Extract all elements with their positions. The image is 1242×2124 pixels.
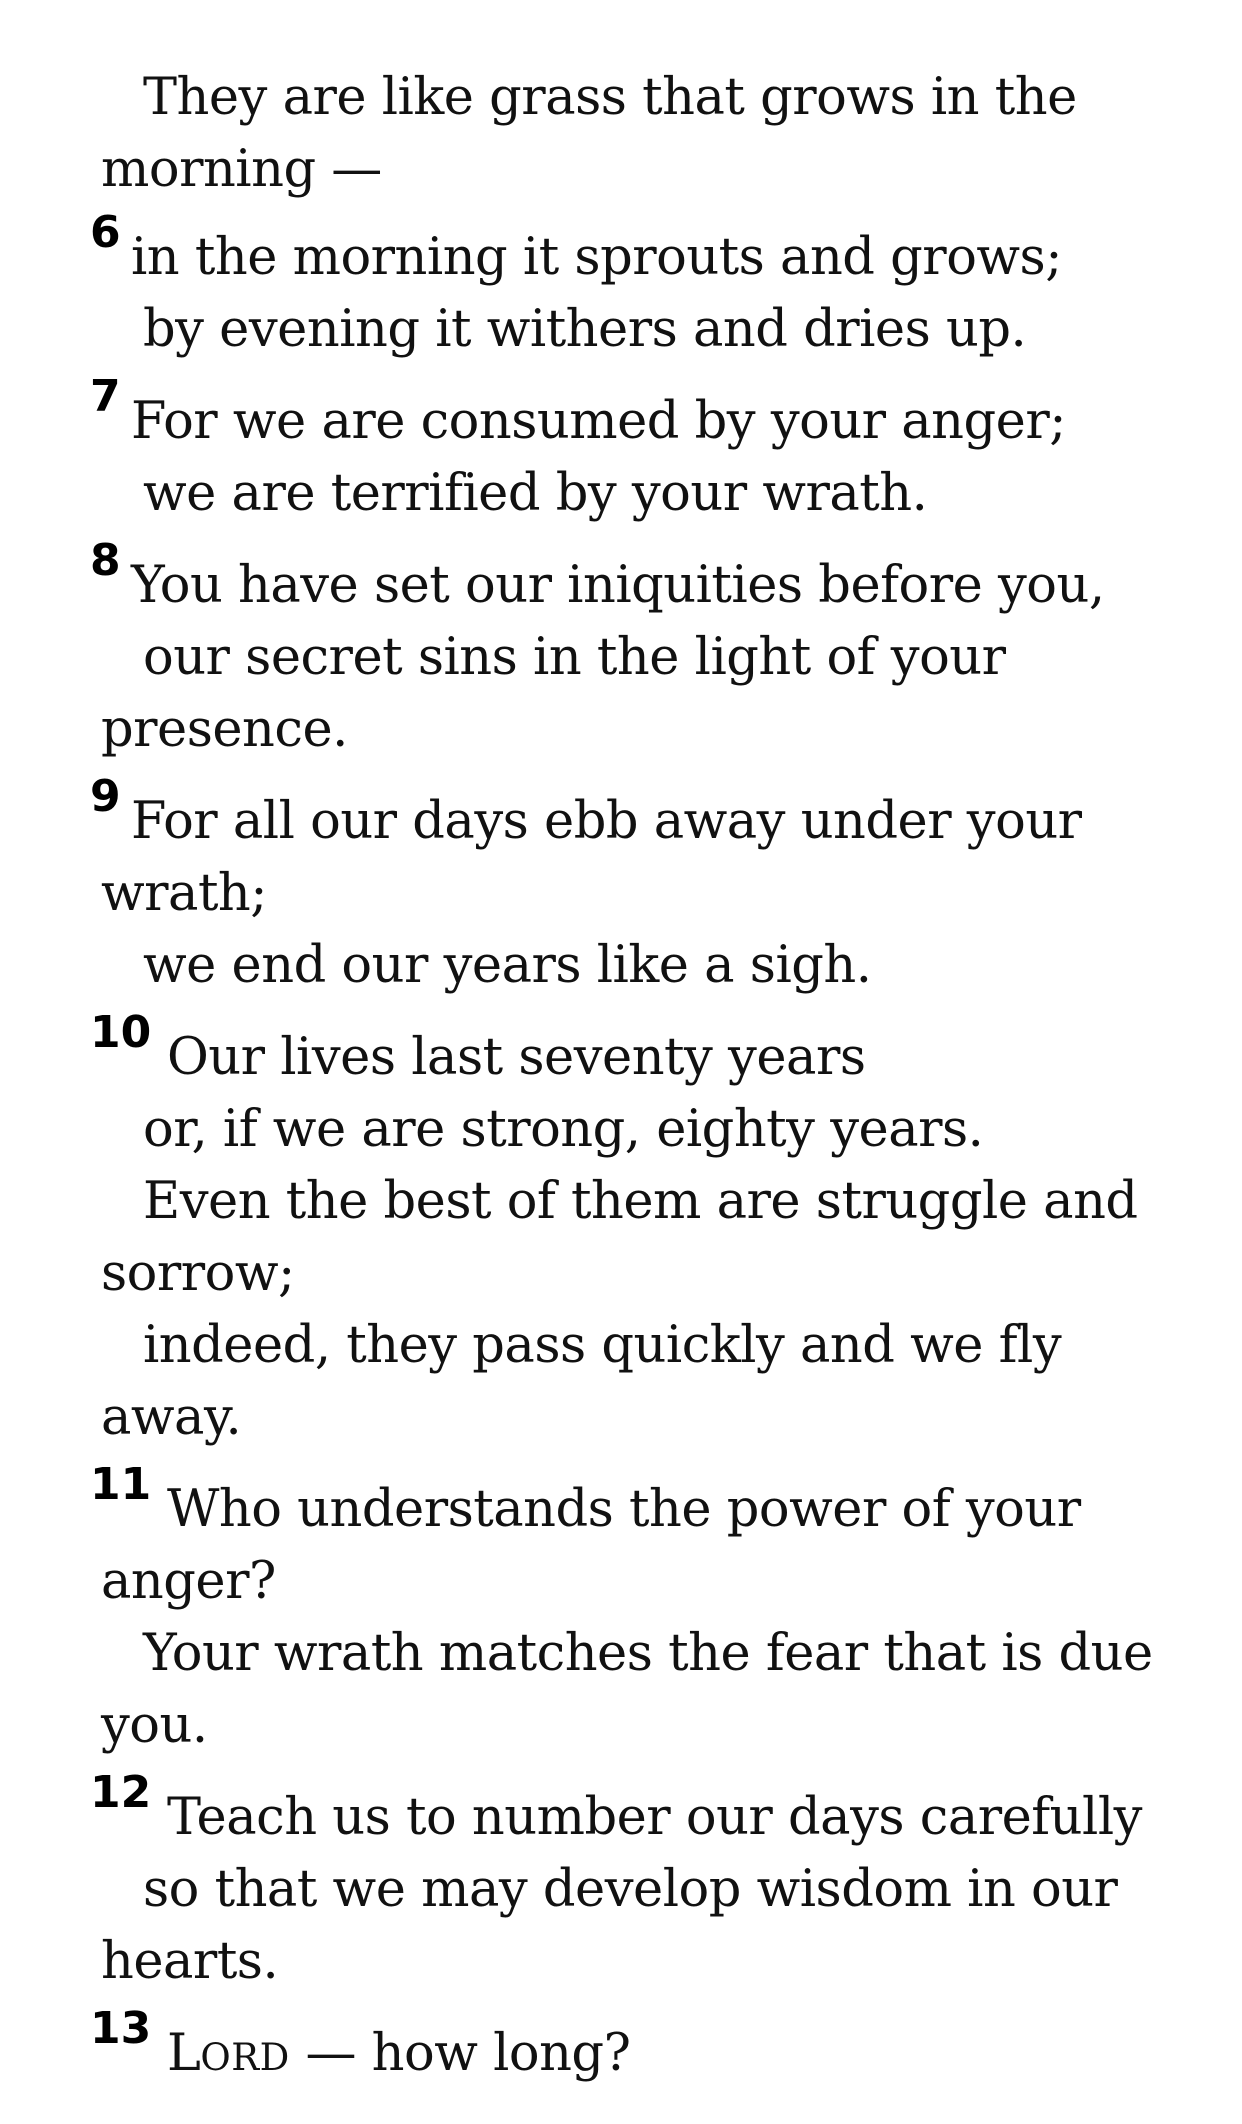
verse-number-8: 8 bbox=[90, 535, 121, 586]
verse-7-line-2: we are terrified by your wrath. bbox=[143, 464, 928, 523]
verse-number-6: 6 bbox=[90, 207, 121, 258]
verse-8-line-2: our secret sins in the light of your bbox=[143, 628, 1006, 687]
verse-6-line-1: in the morning it sprouts and grows; bbox=[131, 228, 1062, 287]
verse-10-line-1: Our lives last seventy years bbox=[167, 1028, 866, 1087]
verse-10-line-4: indeed, they pass quickly and we fly bbox=[143, 1316, 1062, 1375]
verse-13-text: — how long? bbox=[289, 2024, 631, 2083]
verse-10-line-2: or, if we are strong, eighty years. bbox=[143, 1100, 984, 1159]
verse-8-line-1: You have set our iniquities before you, bbox=[131, 556, 1105, 615]
verse-number-13: 13 bbox=[90, 2003, 152, 2054]
verse-13-line-1 bbox=[167, 2024, 630, 2088]
verse-11-line-1: Who understands the power of your bbox=[167, 1480, 1081, 1539]
verse-12-line-2-wrap: hearts. bbox=[101, 1932, 279, 1991]
verse-10-line-4-wrap: away. bbox=[101, 1388, 242, 1447]
verse-12-line-1: Teach us to number our days carefully bbox=[167, 1788, 1142, 1847]
verse-5-line-continued: They are like grass that grows in the bbox=[143, 68, 1077, 127]
verse-10-line-3-wrap: sorrow; bbox=[101, 1244, 295, 1303]
verse-number-12: 12 bbox=[90, 1767, 152, 1818]
verse-11-line-2-wrap: you. bbox=[101, 1696, 208, 1755]
verse-number-7: 7 bbox=[90, 371, 121, 422]
verse-9-line-wrap: wrath; bbox=[101, 864, 267, 923]
lord-small-caps-initial: L bbox=[167, 2024, 201, 2083]
verse-10-line-3: Even the best of them are struggle and bbox=[143, 1172, 1138, 1231]
verse-9-line-1: For all our days ebb away under your bbox=[131, 792, 1082, 851]
verse-8-line-wrap: presence. bbox=[101, 700, 348, 759]
verse-7-line-1: For we are consumed by your anger; bbox=[131, 392, 1066, 451]
verse-number-10: 10 bbox=[90, 1007, 152, 1058]
verse-11-line-2: Your wrath matches the fear that is due bbox=[143, 1624, 1153, 1683]
verse-6-line-2: by evening it withers and dries up. bbox=[143, 300, 1027, 359]
verse-5-line-wrap: morning — bbox=[101, 140, 382, 199]
verse-number-11: 11 bbox=[90, 1459, 152, 1510]
verse-9-line-2: we end our years like a sigh. bbox=[143, 936, 872, 995]
verse-11-line-1-wrap: anger? bbox=[101, 1552, 276, 1611]
lord-small-caps-rest: ORD bbox=[200, 2036, 290, 2079]
verse-number-9: 9 bbox=[90, 771, 121, 822]
verse-12-line-2: so that we may develop wisdom in our bbox=[143, 1860, 1118, 1919]
